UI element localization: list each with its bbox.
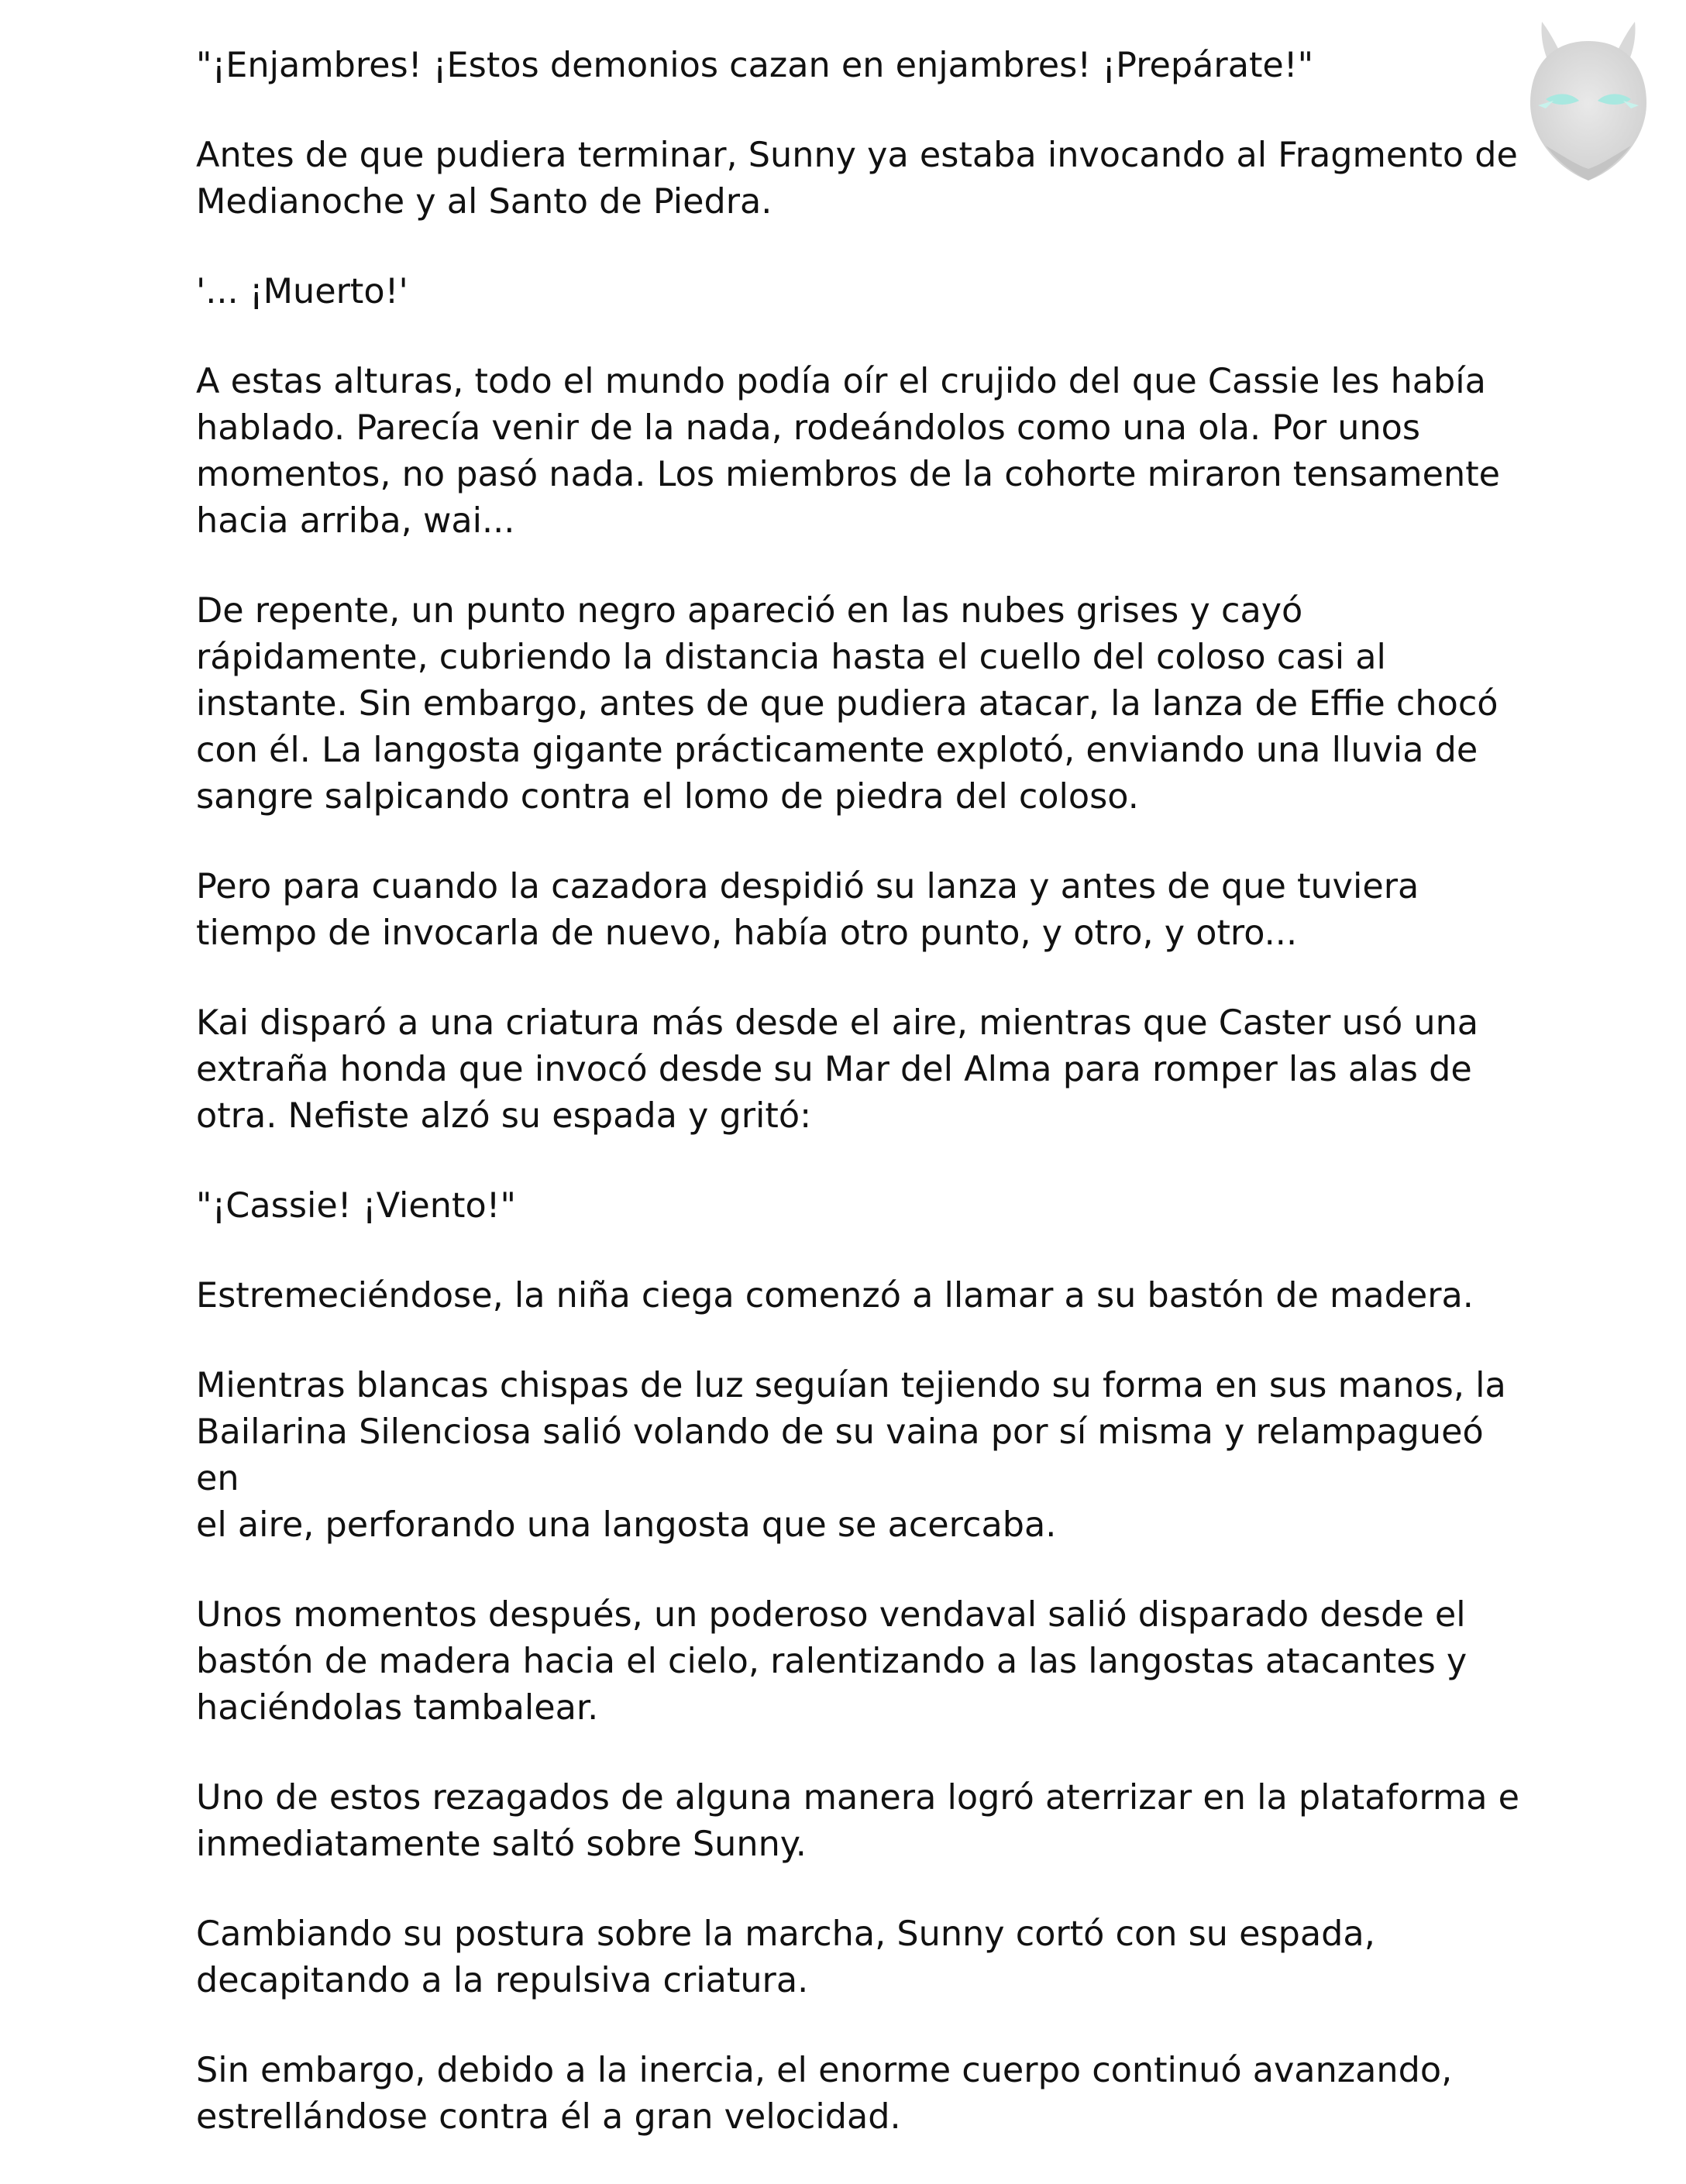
paragraph: Kai disparó a una criatura más desde el aire, mientras que Caster usó una extraña honda que invocó desde su Mar del Alma para romper las alas de otra. Nefiste alzó su espada y gritó: xyxy=(196,1003,1479,1136)
paragraph: Uno de estos rezagados de alguna manera logró aterrizar en la plataforma e inmediatamente saltó sobre Sunny. xyxy=(196,1778,1520,1864)
paragraph: Antes de que pudiera terminar, Sunny ya estaba invocando al Fragmento de Medianoche y al Santo de Piedra. xyxy=(196,136,1518,222)
chapter-text xyxy=(196,43,1529,2184)
paragraph: Pero para cuando la cazadora despidió su lanza y antes de que tuviera tiempo de invocarla de nuevo, había otro punto, y otro, y otro... xyxy=(196,867,1419,953)
paragraph: "¡Enjambres! ¡Estos demonios cazan en enjambres! ¡Prepárate!" xyxy=(196,46,1314,85)
paragraph: "¡Cassie! ¡Viento!" xyxy=(196,1186,516,1226)
paragraph: Unos momentos después, un poderoso vendaval salió disparado desde el bastón de madera hacia el cielo, ralentizando a las langostas atacantes y haciéndolas tambalear. xyxy=(196,1595,1468,1728)
paragraph: Cambiando su postura sobre la marcha, Sunny cortó con su espada, decapitando a la repulsiva criatura. xyxy=(196,1914,1375,2000)
paragraph: Estremeciéndose, la niña ciega comenzó a llamar a su bastón de madera. xyxy=(196,1276,1474,1316)
paragraph: Mientras blancas chispas de luz seguían tejiendo su forma en sus manos, la Bailarina Silenciosa salió volando de su vaina por sí misma y relampagueó en el aire, perforando una langosta que se acercaba. xyxy=(196,1366,1506,1545)
paragraph: '... ¡Muerto!' xyxy=(196,272,408,311)
paragraph: De repente, un punto negro apareció en las nubes grises y cayó rápidamente, cubriendo la distancia hasta el cuello del coloso casi al instante. Sin embargo, antes de que pudiera atacar, la lanza de Effie chocó con él. La langosta gigante prácticamente explotó, enviando una lluvia de sangre salpicando contra el lomo de piedra del coloso. xyxy=(196,591,1498,817)
paragraph: A estas alturas, todo el mundo podía oír el crujido del que Cassie les había hablado. Parecía venir de la nada, rodeándolos como una ola. Por unos momentos, no pasó nada. Los miembros de la cohorte miraron tensamente hacia arriba, wai... xyxy=(196,362,1501,541)
demon-head-logo-icon xyxy=(1511,14,1666,192)
paragraph: Sin embargo, debido a la inercia, el enorme cuerpo continuó avanzando, estrellándose contra él a gran velocidad. xyxy=(196,2051,1453,2137)
